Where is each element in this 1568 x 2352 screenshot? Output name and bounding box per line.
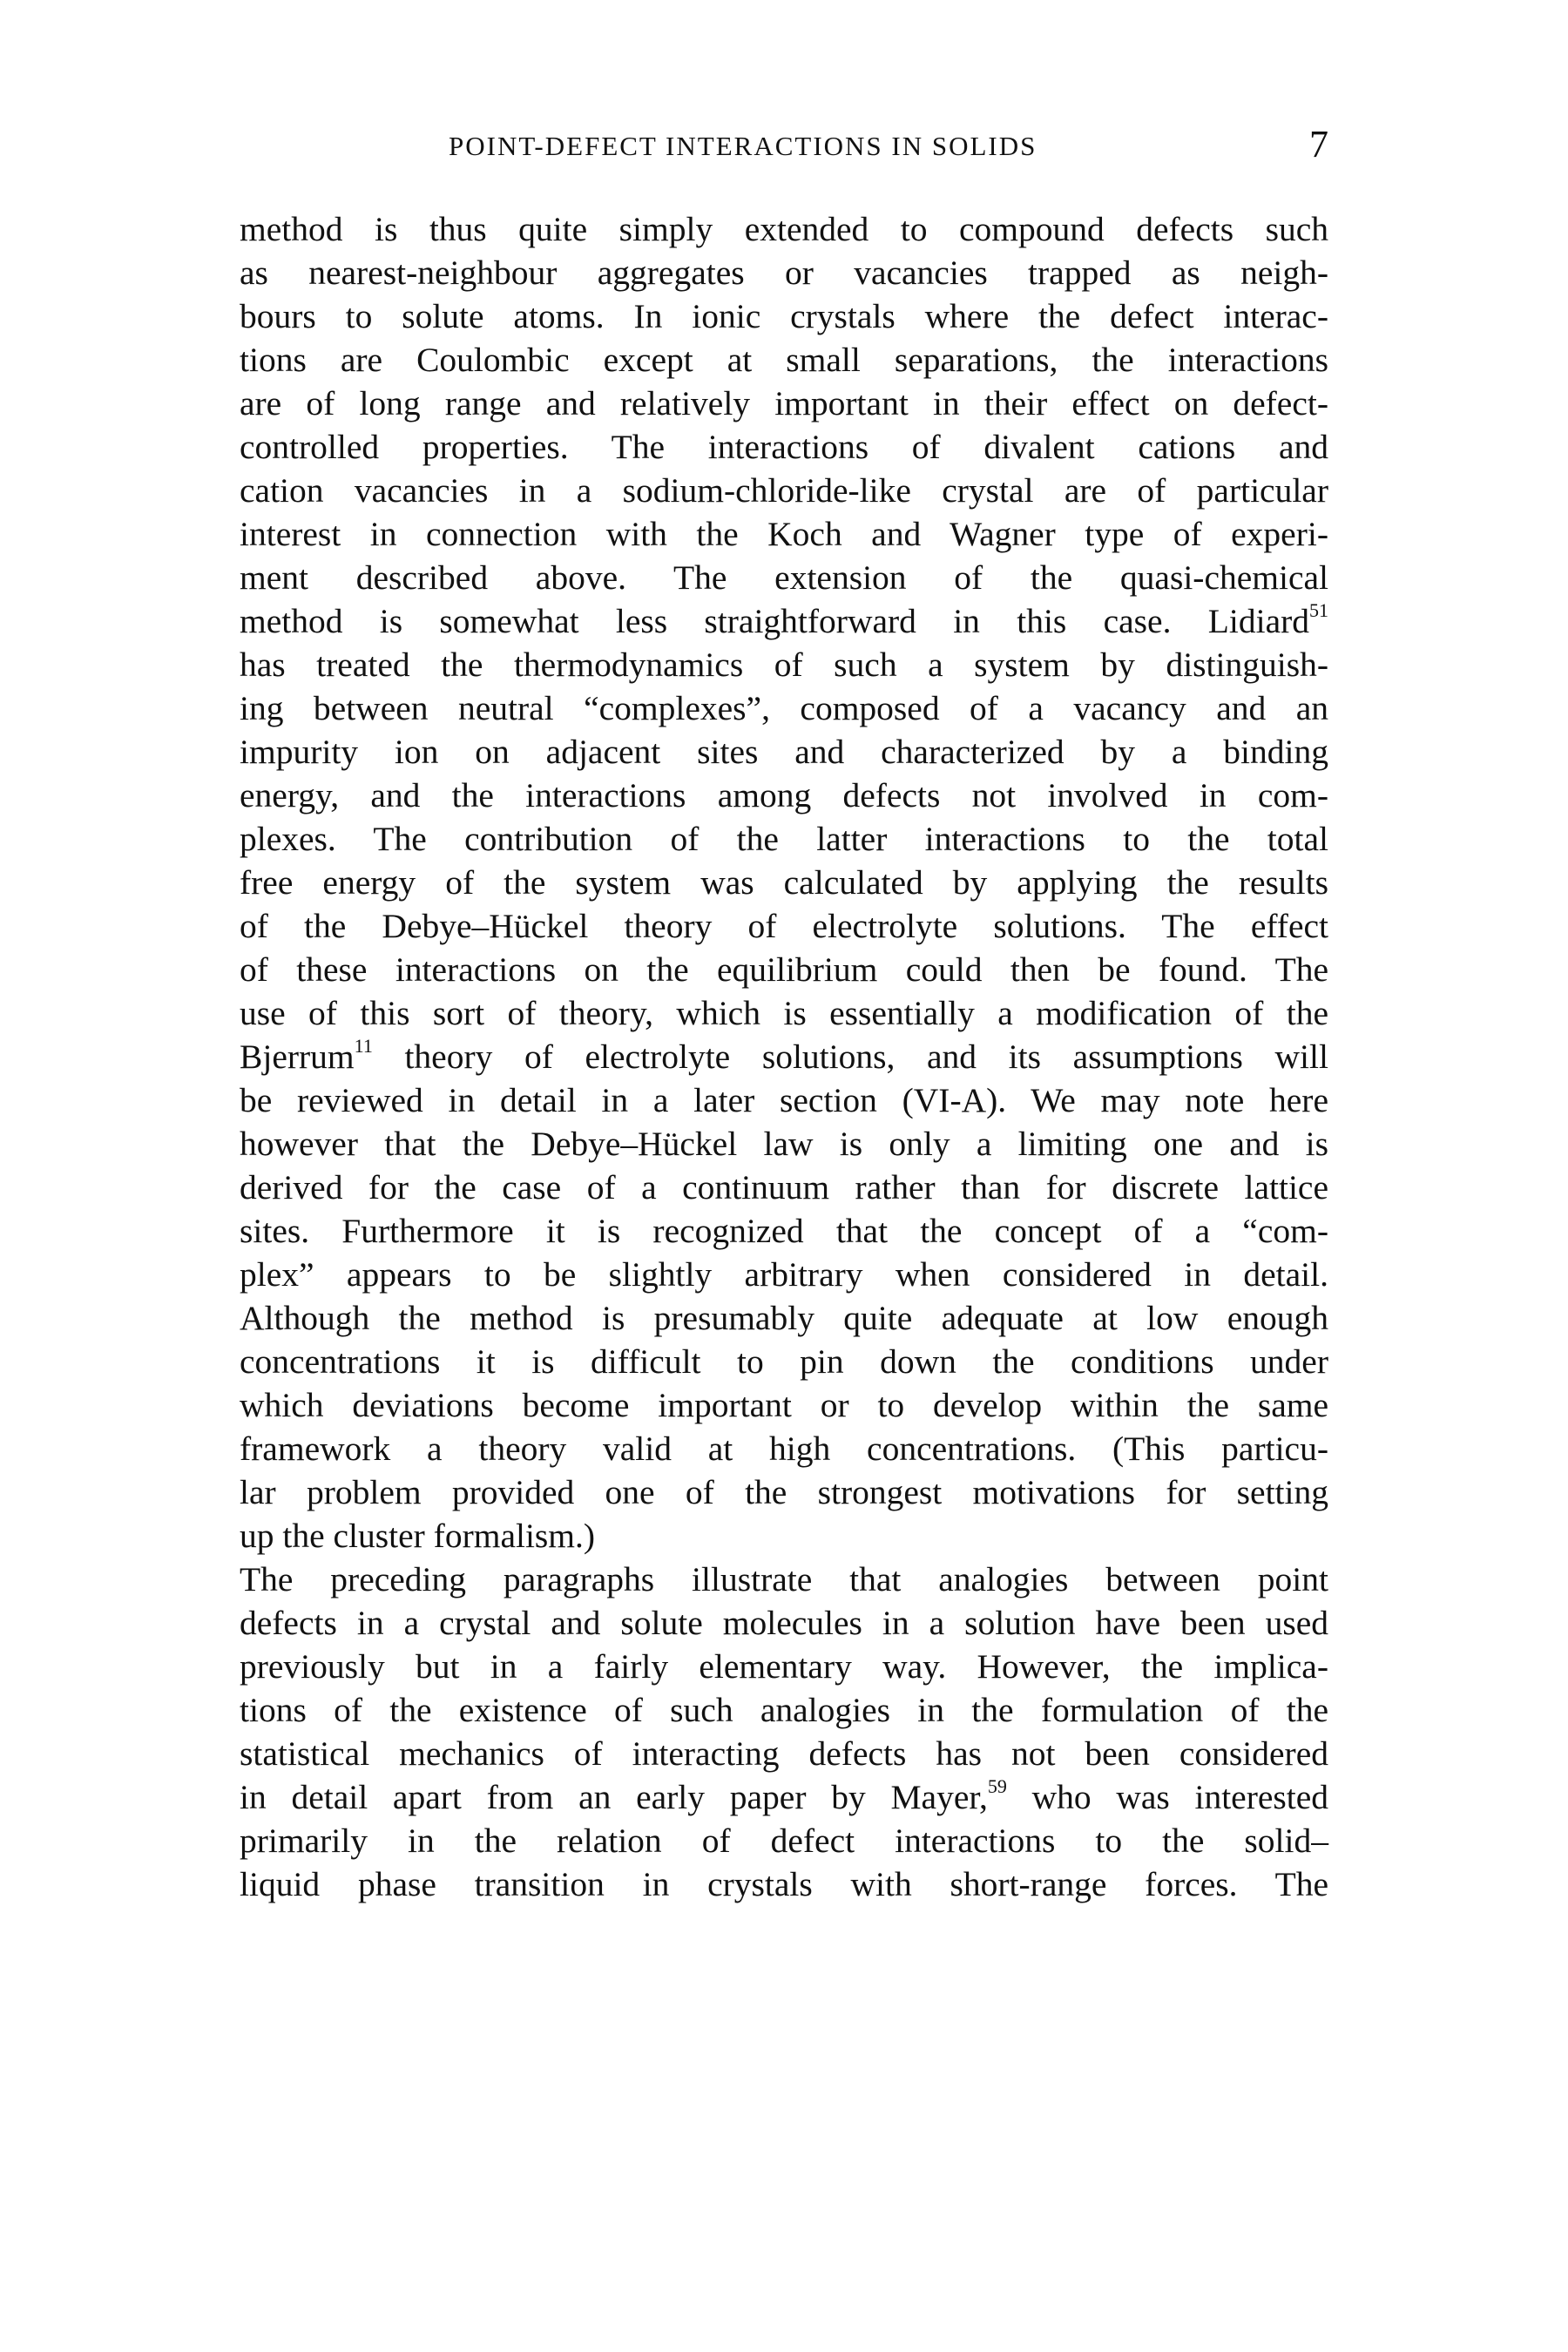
running-title: POINT-DEFECT INTERACTIONS IN SOLIDS: [449, 131, 1037, 161]
text-line: use of this sort of theory, which is essentially a modification of the: [240, 994, 1328, 1032]
text-segment: who was interested: [1031, 1778, 1329, 1816]
text-line: tions are Coulombic except at small separations, the interactions: [240, 341, 1328, 379]
citation-ref: 11: [354, 1034, 373, 1057]
text-line: impurity ion on adjacent sites and characterized by a binding: [240, 733, 1328, 771]
text-line: has treated the thermodynamics of such a system by distinguish-: [240, 645, 1328, 684]
text-line: which deviations become important or to develop within the same: [240, 1386, 1328, 1424]
citation-name: Lidiard: [1207, 602, 1310, 640]
text-segment: theory of electrolyte solutions, and its assumptions will: [404, 1037, 1328, 1076]
text-line: primarily in the relation of defect interactions to the solid–: [240, 1821, 1328, 1860]
text-line: [240, 599, 1328, 643]
text-line: method is thus quite simply extended to compound defects such: [240, 210, 1328, 248]
citation-ref: 51: [1309, 598, 1329, 621]
body-text: [240, 207, 1328, 1906]
text-line: plex” appears to be slightly arbitrary when considered in detail.: [240, 1255, 1328, 1294]
text-line: interest in connection with the Koch and Wagner type of experi-: [240, 515, 1328, 553]
running-head: [240, 122, 1328, 174]
text-line: concentrations it is difficult to pin down the conditions under: [240, 1342, 1328, 1381]
text-line: bours to solute atoms. In ionic crystals where the defect interac-: [240, 297, 1328, 335]
text-line: statistical mechanics of interacting defects has not been considered: [240, 1734, 1328, 1773]
text-line: plexes. The contribution of the latter interactions to the total: [240, 820, 1328, 858]
text-line: as nearest-neighbour aggregates or vacancies trapped as neigh-: [240, 253, 1328, 292]
text-line: cation vacancies in a sodium-chloride-like crystal are of particular: [240, 471, 1328, 510]
text-line: are of long range and relatively important in their effect on defect-: [240, 384, 1328, 422]
text-line: The preceding paragraphs illustrate that analogies between point: [240, 1560, 1328, 1598]
citation-ref: 59: [987, 1774, 1007, 1797]
text-segment: in detail apart from an early paper by: [240, 1778, 866, 1816]
text-line: [240, 1775, 1328, 1819]
text-line: up the cluster formalism.): [240, 1517, 596, 1555]
text-line: liquid phase transition in crystals with short-range forces. The: [240, 1865, 1328, 1903]
text-line: framework a theory valid at high concentrations. (This particu-: [240, 1429, 1328, 1468]
text-line: free energy of the system was calculated by applying the results: [240, 863, 1328, 902]
text-line: of these interactions on the equilibrium could then be found. The: [240, 950, 1328, 989]
text-line: defects in a crystal and solute molecules in a solution have been used: [240, 1604, 1328, 1642]
page-number: 7: [1309, 123, 1328, 166]
text-line: however that the Debye–Hückel law is only a limiting one and is: [240, 1125, 1328, 1163]
text-line: be reviewed in detail in a later section (VI-A). We may note here: [240, 1081, 1328, 1119]
text-segment: method is somewhat less straightforward in this case.: [240, 602, 1172, 640]
text-line: sites. Furthermore it is recognized that the concept of a “com-: [240, 1212, 1328, 1250]
text-line: previously but in a fairly elementary way. However, the implica-: [240, 1647, 1328, 1686]
text-line: Although the method is presumably quite adequate at low enough: [240, 1299, 1328, 1337]
citation-name: Mayer,: [890, 1778, 988, 1816]
text-line: of the Debye–Hückel theory of electrolyte solutions. The effect: [240, 907, 1328, 945]
text-line: [240, 1035, 1328, 1078]
text-line: controlled properties. The interactions of divalent cations and: [240, 428, 1328, 466]
text-line: derived for the case of a continuum rather than for discrete lattice: [240, 1168, 1328, 1206]
citation-name: Bjerrum: [240, 1037, 355, 1076]
text-line: tions of the existence of such analogies in the formulation of the: [240, 1691, 1328, 1729]
text-line: ment described above. The extension of the quasi-chemical: [240, 558, 1328, 597]
text-line: energy, and the interactions among defects not involved in com-: [240, 776, 1328, 814]
text-line: ing between neutral “complexes”, composed of a vacancy and an: [240, 689, 1328, 727]
text-line: lar problem provided one of the strongest motivations for setting: [240, 1473, 1328, 1511]
